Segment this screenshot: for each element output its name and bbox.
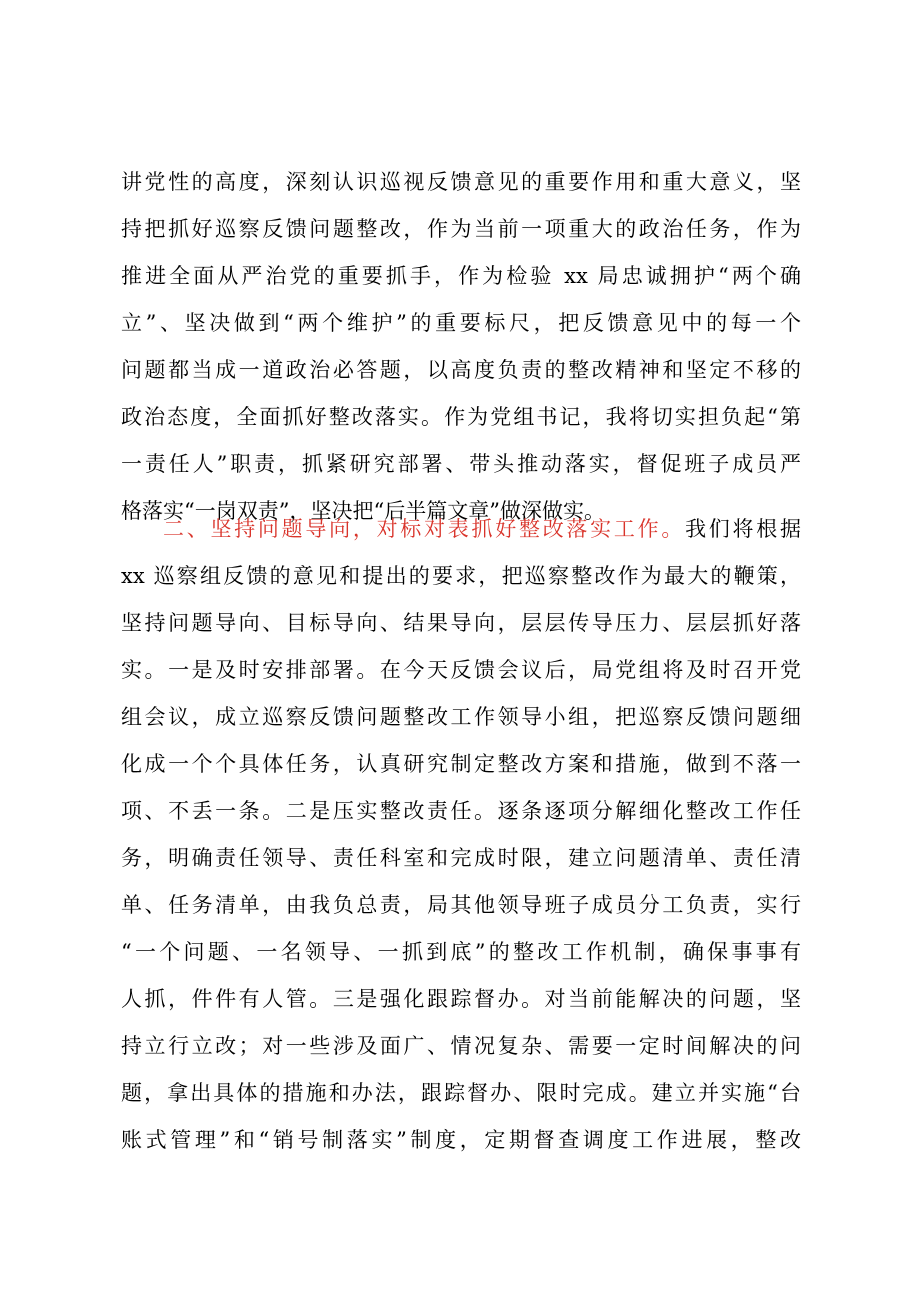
paragraph-1-line-6: 政治态度，全面抓好整改落实。作为党组书记，我将切实担负起“第 xyxy=(121,405,801,429)
paragraph-2-line-10: “一个问题、一名领导、一抓到底”的整改工作机制，确保事事有 xyxy=(121,940,801,964)
paragraph-1-line-8: 格落实“一岗双责”，坚决把“后半篇文章”做深做实。 xyxy=(121,499,605,523)
paragraph-2-line-5: 组会议，成立巡察反馈问题整改工作领导小组，把巡察反馈问题细 xyxy=(121,705,801,729)
paragraph-2-line-13: 题，拿出具体的措施和办法，跟踪督办、限时完成。建立并实施“台 xyxy=(121,1081,801,1105)
paragraph-2-line-6: 化成一个个具体任务，认真研究制定整改方案和措施，做到不落一 xyxy=(121,752,801,776)
paragraph-1-line-3: 推进全面从严治党的重要抓手，作为检验 xx 局忠诚拥护“两个确 xyxy=(121,264,801,288)
paragraph-2-line-2: xx 巡察组反馈的意见和提出的要求，把巡察整改作为最大的鞭策， xyxy=(121,564,801,588)
paragraph-2-line-9: 单、任务清单，由我负总责，局其他领导班子成员分工负责，实行 xyxy=(121,893,801,917)
paragraph-1-line-2: 持把抓好巡察反馈问题整改，作为当前一项重大的政治任务，作为 xyxy=(121,217,801,241)
paragraph-2-line-11: 人抓，件件有人管。三是强化跟踪督办。对当前能解决的问题，坚 xyxy=(121,987,801,1011)
paragraph-2-first-line xyxy=(163,510,801,548)
paragraph-2-line-4: 实。一是及时安排部署。在今天反馈会议后，局党组将及时召开党 xyxy=(121,658,801,682)
paragraph-1-line-1: 讲党性的高度，深刻认识巡视反馈意见的重要作用和重大意义，坚 xyxy=(121,170,801,194)
paragraph-2-line-14: 账式管理”和“销号制落实”制度，定期督查调度工作进展，整改 xyxy=(121,1128,801,1152)
paragraph-2-line-3: 坚持问题导向、目标导向、结果导向，层层传导压力、层层抓好落 xyxy=(121,611,801,635)
paragraph-1-line-7: 一责任人”职责，抓紧研究部署、带头推动落实，督促班子成员严 xyxy=(121,452,801,476)
paragraph-2-line-7: 项、不丢一条。二是压实整改责任。逐条逐项分解细化整改工作任 xyxy=(121,799,801,823)
paragraph-1-line-5: 问题都当成一道政治必答题，以高度负责的整改精神和坚定不移的 xyxy=(121,358,801,382)
paragraph-1-line-4: 立”、坚决做到“两个维护”的重要标尺，把反馈意见中的每一个 xyxy=(121,311,801,335)
paragraph-2-first-line-rest: 我们将根据 xyxy=(685,517,801,541)
section-heading: 二、坚持问题导向，对标对表抓好整改落实工作。 xyxy=(163,517,686,541)
paragraph-2-line-8: 务，明确责任领导、责任科室和完成时限，建立问题清单、责任清 xyxy=(121,846,801,870)
paragraph-2-line-12: 持立行立改；对一些涉及面广、情况复杂、需要一定时间解决的问 xyxy=(121,1034,801,1058)
